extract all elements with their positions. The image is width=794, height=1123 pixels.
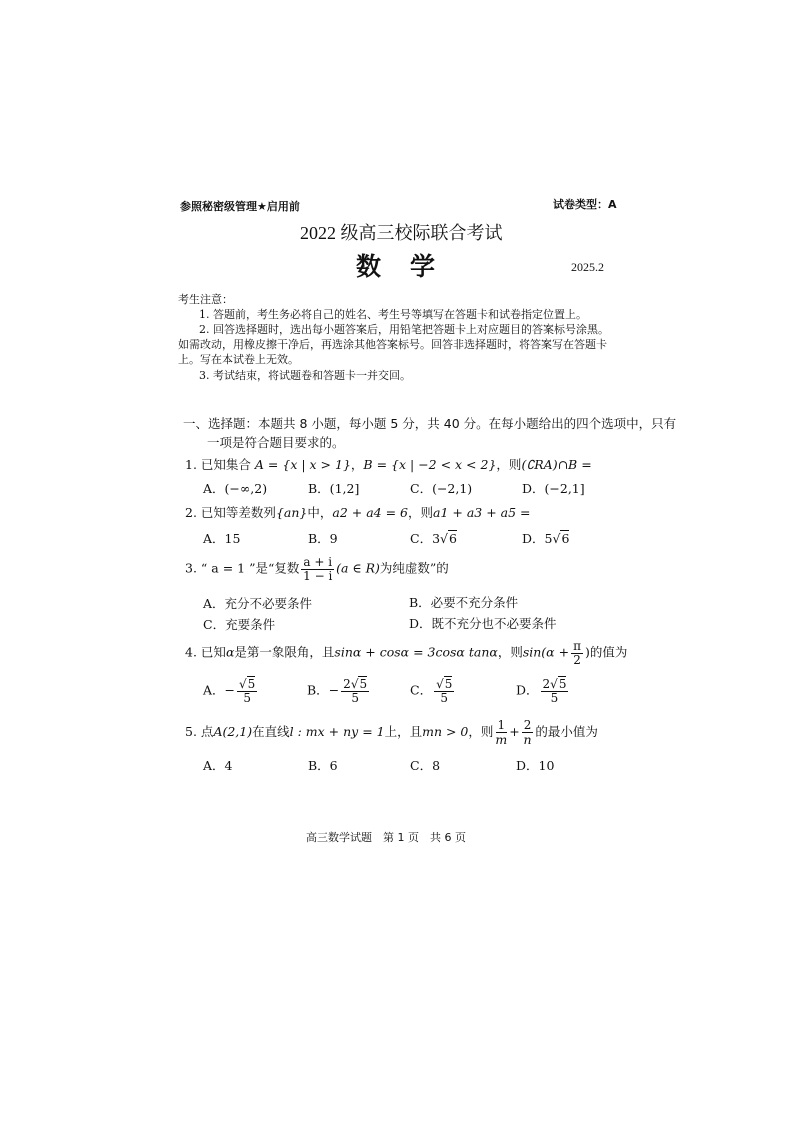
q2-option-c: C．3√6 [410, 531, 457, 546]
q4-option-d-label: D． [516, 682, 539, 698]
q4-option-a-label: A． [203, 682, 225, 698]
q4-condition: sinα + cosα = 3cosα tanα [334, 644, 498, 660]
q1-set-b: B = {x | −2 < x < 2} [363, 457, 497, 472]
q4-option-a-fraction: $\frac{√5}{5}$ [239, 677, 256, 705]
q1-option-d: D．(−2,1] [522, 481, 585, 496]
q5-text-d: ，则 [468, 723, 494, 739]
q4-text-c: ，则 [497, 644, 523, 660]
q4-option-a-denominator: 5 [243, 690, 251, 705]
q1-option-b: B．(1,2] [308, 481, 360, 496]
notice-title: 考生注意： [178, 293, 233, 306]
q5-option-a: A．4 [203, 758, 233, 773]
question-3 [185, 556, 449, 582]
question-2 [185, 503, 531, 521]
q3-fraction-denominator: 1 − i [303, 568, 333, 583]
q2-sequence: {an} [275, 505, 308, 520]
q4-option-a-radicand: 5 [247, 677, 256, 691]
q5-fraction-2-denominator: n [523, 731, 532, 747]
q2-text-c: ，则 [407, 505, 433, 520]
q3-condition: (a ∈ R) [336, 560, 380, 576]
page-footer: 高三数学试题 第 1 页 共 6 页 [306, 831, 466, 844]
q1-comma: ， [350, 457, 364, 472]
section-heading-line1: 一、选择题：本题共 8 小题，每小题 5 分，共 40 分。在每小题给出的四个选项中，只有 [183, 416, 677, 431]
q5-text-b: 在直线 [252, 723, 290, 739]
security-label: 参照秘密级管理★启用前 [180, 200, 300, 213]
notice-item-2a: 2. 回答选择题时，选出每小题答案后，用铅笔把答题卡上对应题目的答案标号涂黑。 [199, 323, 609, 336]
q1-text-a: 已知集合 [200, 457, 251, 472]
q4-expression-a: sin(α + [522, 644, 570, 660]
q5-text-c: 上，且 [384, 723, 423, 739]
q4-option-c-fraction: $\frac{√5}{5}$ [436, 677, 453, 705]
q4-text-d: 的值为 [589, 644, 628, 660]
q4-option-d-fraction: $\frac{2√5}{5}$ [542, 677, 567, 705]
q4-option-d-radicand: 5 [558, 677, 567, 691]
q2-option-d: D．5√6 [522, 531, 570, 546]
q2-option-d-coef: 5 [544, 531, 553, 546]
q4-option-d-denominator: 5 [550, 690, 559, 705]
q2-option-c-label: C． [410, 531, 433, 546]
q3-option-c: C．充要条件 [203, 617, 276, 632]
q3-number: 3. [185, 560, 197, 576]
q5-plus: + [509, 723, 520, 739]
q4-text-a: 已知 [200, 644, 226, 660]
paper-type: 试卷类型：A [553, 198, 617, 211]
q4-option-b-fraction: $\frac{2√5}{5}$ [343, 677, 368, 705]
question-4 [185, 640, 627, 666]
q4-option-d-coef: 2 [542, 677, 551, 691]
section-heading-line2: 一项是符合题目要求的。 [207, 435, 345, 450]
q4-option-b-sign: − [328, 682, 340, 698]
q4-option-c-label: C． [410, 682, 433, 698]
q4-text-b: 是第一象限角，且 [234, 644, 335, 660]
question-1 [185, 455, 592, 473]
notice-item-2b: 如需改动，用橡皮擦干净后，再选涂其他答案标号。回答非选择题时，将答案写在答题卡 [178, 338, 607, 351]
exam-title: 2022 级高三校际联合考试 [300, 223, 503, 243]
q1-option-a: A．(−∞,2) [203, 481, 268, 496]
q2-number: 2. [185, 505, 197, 520]
q4-option-d [516, 678, 570, 704]
q2-option-c-radicand: 6 [449, 531, 457, 546]
q1-text-b: ，则 [496, 457, 522, 472]
q2-text-a: 已知等差数列 [200, 505, 276, 520]
q1-option-c: C．(−2,1) [410, 481, 473, 496]
q3-text-b: 为纯虚数”的 [379, 560, 449, 576]
q3-option-d: D．既不充分也不必要条件 [409, 616, 557, 631]
q5-fraction-1-numerator: 1 [497, 718, 506, 732]
q5-fraction-1-denominator: m [495, 731, 508, 747]
q5-option-b: B．6 [308, 758, 338, 773]
q1-expression: (∁RA)∩B = [521, 457, 592, 472]
q4-number: 4. [185, 644, 197, 660]
q2-option-d-label: D． [522, 531, 545, 546]
q4-option-b-radicand: 5 [359, 677, 368, 691]
q3-fraction-numerator: a + i [303, 555, 333, 569]
q4-option-b [307, 678, 371, 704]
q3-fraction [301, 556, 334, 582]
q2-option-d-radicand: 6 [561, 531, 570, 546]
question-5 [185, 719, 598, 746]
q4-option-a-sign: − [224, 682, 236, 698]
q3-text-a: “ a = 1 ”是“复数 [200, 560, 300, 576]
q4-option-b-denominator: 5 [351, 690, 359, 705]
q2-option-b: B．9 [308, 531, 338, 546]
q3-option-a: A．充分不必要条件 [203, 596, 313, 611]
q5-fraction-2 [522, 719, 534, 746]
q4-option-c-radicand: 5 [444, 677, 453, 691]
q5-text-e: 的最小值为 [535, 723, 598, 739]
q4-pi-denominator: 2 [573, 652, 581, 667]
q1-set-a: A = {x | x > 1} [254, 457, 351, 472]
q2-option-a: A．15 [203, 531, 241, 546]
q5-option-d: D．10 [516, 758, 555, 773]
q4-alpha: α [225, 644, 235, 660]
q4-option-b-coef: 2 [343, 677, 351, 691]
q4-option-c-denominator: 5 [440, 690, 449, 705]
q2-expression: a1 + a3 + a5 = [433, 505, 531, 520]
q5-line: l : mx + ny = 1 [289, 723, 385, 739]
q5-point: A(2,1) [213, 723, 253, 739]
notice-item-1: 1. 答题前，考生务必将自己的姓名、考生号等填写在答题卡和试卷指定位置上。 [199, 308, 587, 321]
notice-item-3: 3. 考试结束，将试题卷和答题卡一并交回。 [199, 369, 411, 382]
q5-condition: mn > 0 [422, 723, 469, 739]
q5-option-c: C．8 [410, 758, 441, 773]
q5-fraction-2-numerator: 2 [523, 718, 532, 732]
q4-option-b-label: B． [307, 682, 329, 698]
q5-fraction-1 [495, 719, 507, 746]
q4-pi-numerator: π [573, 639, 581, 653]
q4-expression-b: ) [584, 644, 590, 660]
q4-option-a [203, 678, 259, 704]
q4-option-c [410, 678, 456, 704]
q5-text-a: 点 [200, 723, 214, 739]
q1-number: 1. [185, 457, 197, 472]
q5-number: 5. [185, 723, 197, 739]
q2-text-b: 中， [307, 505, 333, 520]
subject-title: 数 学 [356, 252, 438, 281]
exam-date: 2025.2 [571, 260, 604, 274]
q3-option-b: B．必要不充分条件 [409, 595, 519, 610]
q2-option-c-coef: 3 [432, 531, 441, 546]
q2-condition: a2 + a4 = 6 [332, 505, 408, 520]
notice-item-2c: 上。写在本试卷上无效。 [178, 353, 299, 366]
q4-pi-fraction [571, 640, 583, 666]
